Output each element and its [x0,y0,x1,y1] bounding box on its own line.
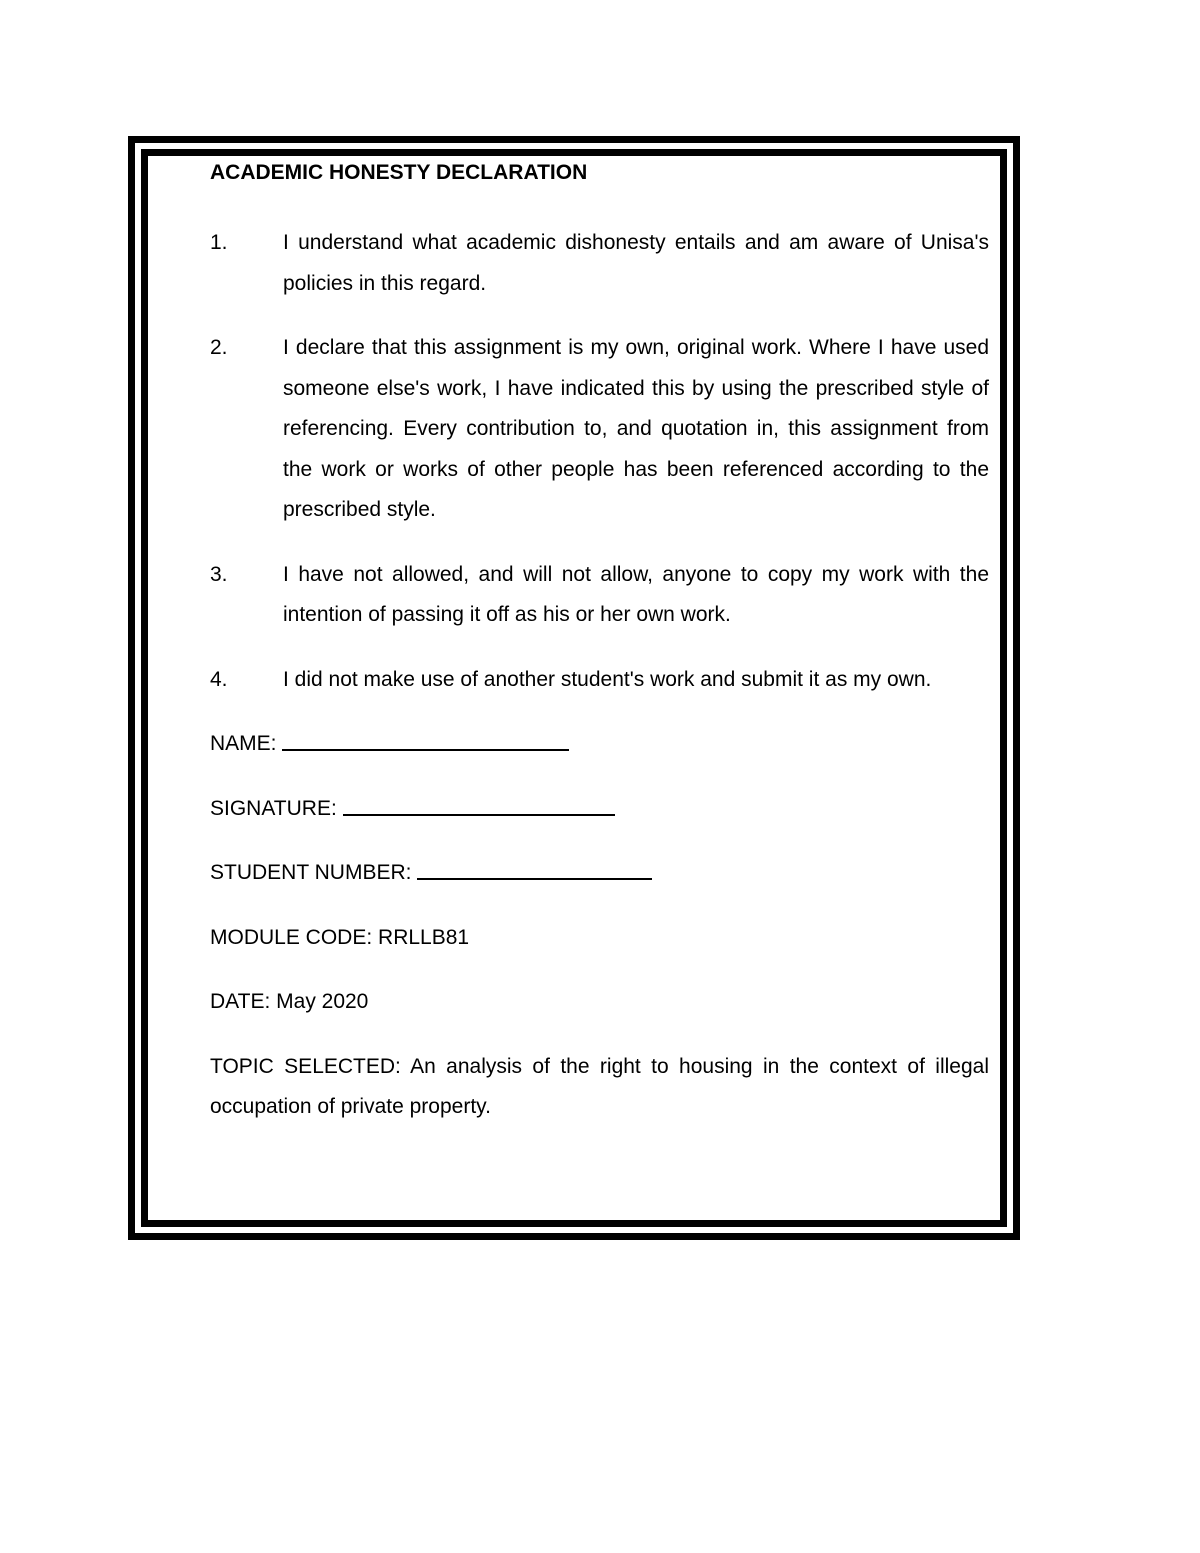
item-number: 3. [210,562,228,586]
student-number-blank-line[interactable] [417,864,652,880]
name-label: NAME: [210,732,277,755]
topic-value: An analysis of the right to housing in the context of illegal occupation of private property. [210,1054,989,1118]
date-field [210,982,989,1023]
name-field [210,724,989,765]
topic-label: TOPIC SELECTED: [210,1054,401,1078]
declaration-title: ACADEMIC HONESTY DECLARATION [210,161,588,184]
module-code-label: MODULE CODE: [210,925,373,949]
item-text: I understand what academic dishonesty entails and am aware of Unisa's policies in this regard. [283,231,989,295]
declaration-item-2 [210,328,989,531]
topic-field [210,1047,989,1128]
signature-blank-line[interactable] [343,800,615,816]
student-number-label: STUDENT NUMBER: [210,861,412,884]
declaration-content [210,158,989,1152]
declaration-item-4 [210,660,989,701]
item-number: 2. [210,336,228,359]
date-value: May 2020 [276,990,369,1013]
item-number: 1. [210,231,228,254]
name-blank-line[interactable] [282,735,569,751]
declaration-item-3 [210,555,989,636]
module-code-field [210,918,989,959]
signature-field [210,789,989,830]
signature-label: SIGNATURE: [210,796,337,820]
item-text: I declare that this assignment is my own, original work. Where I have used someone else's work, I have indicated this by using the prescribed style of referencing. Every contribution to, and quotation in, this assignment from the work or works of other people has been referenced according to the prescribed style. [283,336,989,521]
declaration-item-1 [210,223,989,304]
item-text: I have not allowed, and will not allow, anyone to copy my work with the intention of passing it off as his or her own work. [283,562,989,626]
date-label: DATE: [210,990,271,1013]
student-number-field [210,853,989,894]
item-text: I did not make use of another student's work and submit it as my own. [283,667,932,691]
item-number: 4. [210,667,228,691]
module-code-value: RRLLB81 [378,925,470,949]
